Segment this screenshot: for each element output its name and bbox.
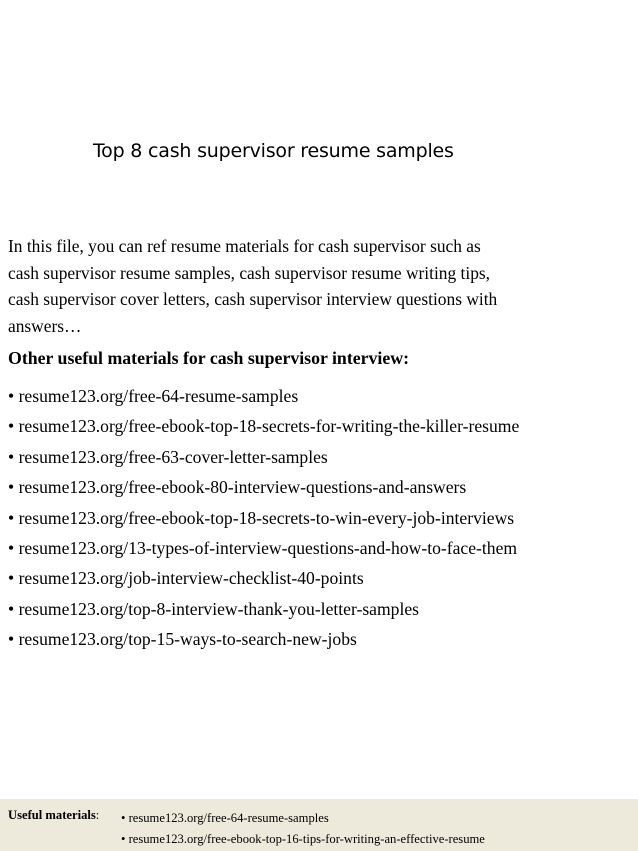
- intro-line: answers…: [8, 315, 82, 336]
- footer-link-list: [121, 808, 485, 850]
- materials-heading: Other useful materials for cash supervisor interview:: [8, 348, 410, 368]
- page-title: Top 8 cash supervisor resume samples: [93, 140, 454, 162]
- resource-link[interactable]: resume123.org/free-ebook-top-18-secrets-for-writing-the-killer-resume: [18, 416, 520, 437]
- intro-line: cash supervisor resume samples, cash supervisor resume writing tips,: [8, 262, 491, 283]
- resource-link[interactable]: resume123.org/top-15-ways-to-search-new-jobs: [18, 629, 357, 650]
- resource-link[interactable]: resume123.org/top-8-interview-thank-you-letter-samples: [18, 598, 420, 619]
- resource-link[interactable]: resume123.org/free-ebook-top-18-secrets-to-win-every-job-interviews: [18, 507, 515, 528]
- intro-paragraph: [8, 233, 633, 339]
- bullet: •: [8, 386, 15, 406]
- footer-list-item: [121, 829, 485, 850]
- bullet: •: [8, 416, 15, 437]
- intro-line: In this file, you can ref resume materials for cash supervisor such as: [8, 236, 481, 256]
- footer-list-item: [121, 808, 485, 829]
- resource-link[interactable]: resume123.org/13-types-of-interview-questions-and-how-to-face-them: [18, 538, 518, 559]
- bullet: •: [8, 538, 15, 559]
- footer-colon: :: [95, 808, 100, 822]
- footer-label-text: Useful materials: [8, 808, 96, 822]
- bullet: •: [121, 832, 126, 846]
- footer-label: [8, 808, 99, 823]
- bullet: •: [8, 507, 15, 528]
- resource-link[interactable]: resume123.org/free-64-resume-samples: [18, 386, 299, 406]
- list-item: [8, 563, 519, 593]
- intro-line: cash supervisor cover letters, cash supervisor interview questions with: [8, 289, 498, 309]
- resource-link[interactable]: resume123.org/free-ebook-80-interview-questions-and-answers: [18, 477, 467, 498]
- bullet: •: [121, 811, 126, 825]
- footer-link[interactable]: resume123.org/free-ebook-top-16-tips-for-writing-an-effective-resume: [128, 832, 485, 846]
- bullet: •: [8, 446, 15, 467]
- resource-link[interactable]: resume123.org/job-interview-checklist-40-points: [18, 568, 364, 589]
- bullet: •: [8, 568, 15, 589]
- footer-bar: [0, 799, 638, 851]
- list-item: [8, 503, 519, 533]
- list-item: [8, 442, 519, 472]
- list-item: [8, 624, 519, 654]
- list-item: [8, 594, 519, 624]
- materials-link-list: [8, 381, 519, 655]
- list-item: [8, 381, 519, 411]
- bullet: •: [8, 598, 15, 619]
- resource-link[interactable]: resume123.org/free-63-cover-letter-samples: [18, 446, 328, 467]
- list-item: [8, 472, 519, 502]
- list-item: [8, 411, 519, 441]
- list-item: [8, 533, 519, 563]
- bullet: •: [8, 477, 15, 498]
- bullet: •: [8, 629, 15, 650]
- footer-link[interactable]: resume123.org/free-64-resume-samples: [128, 811, 329, 825]
